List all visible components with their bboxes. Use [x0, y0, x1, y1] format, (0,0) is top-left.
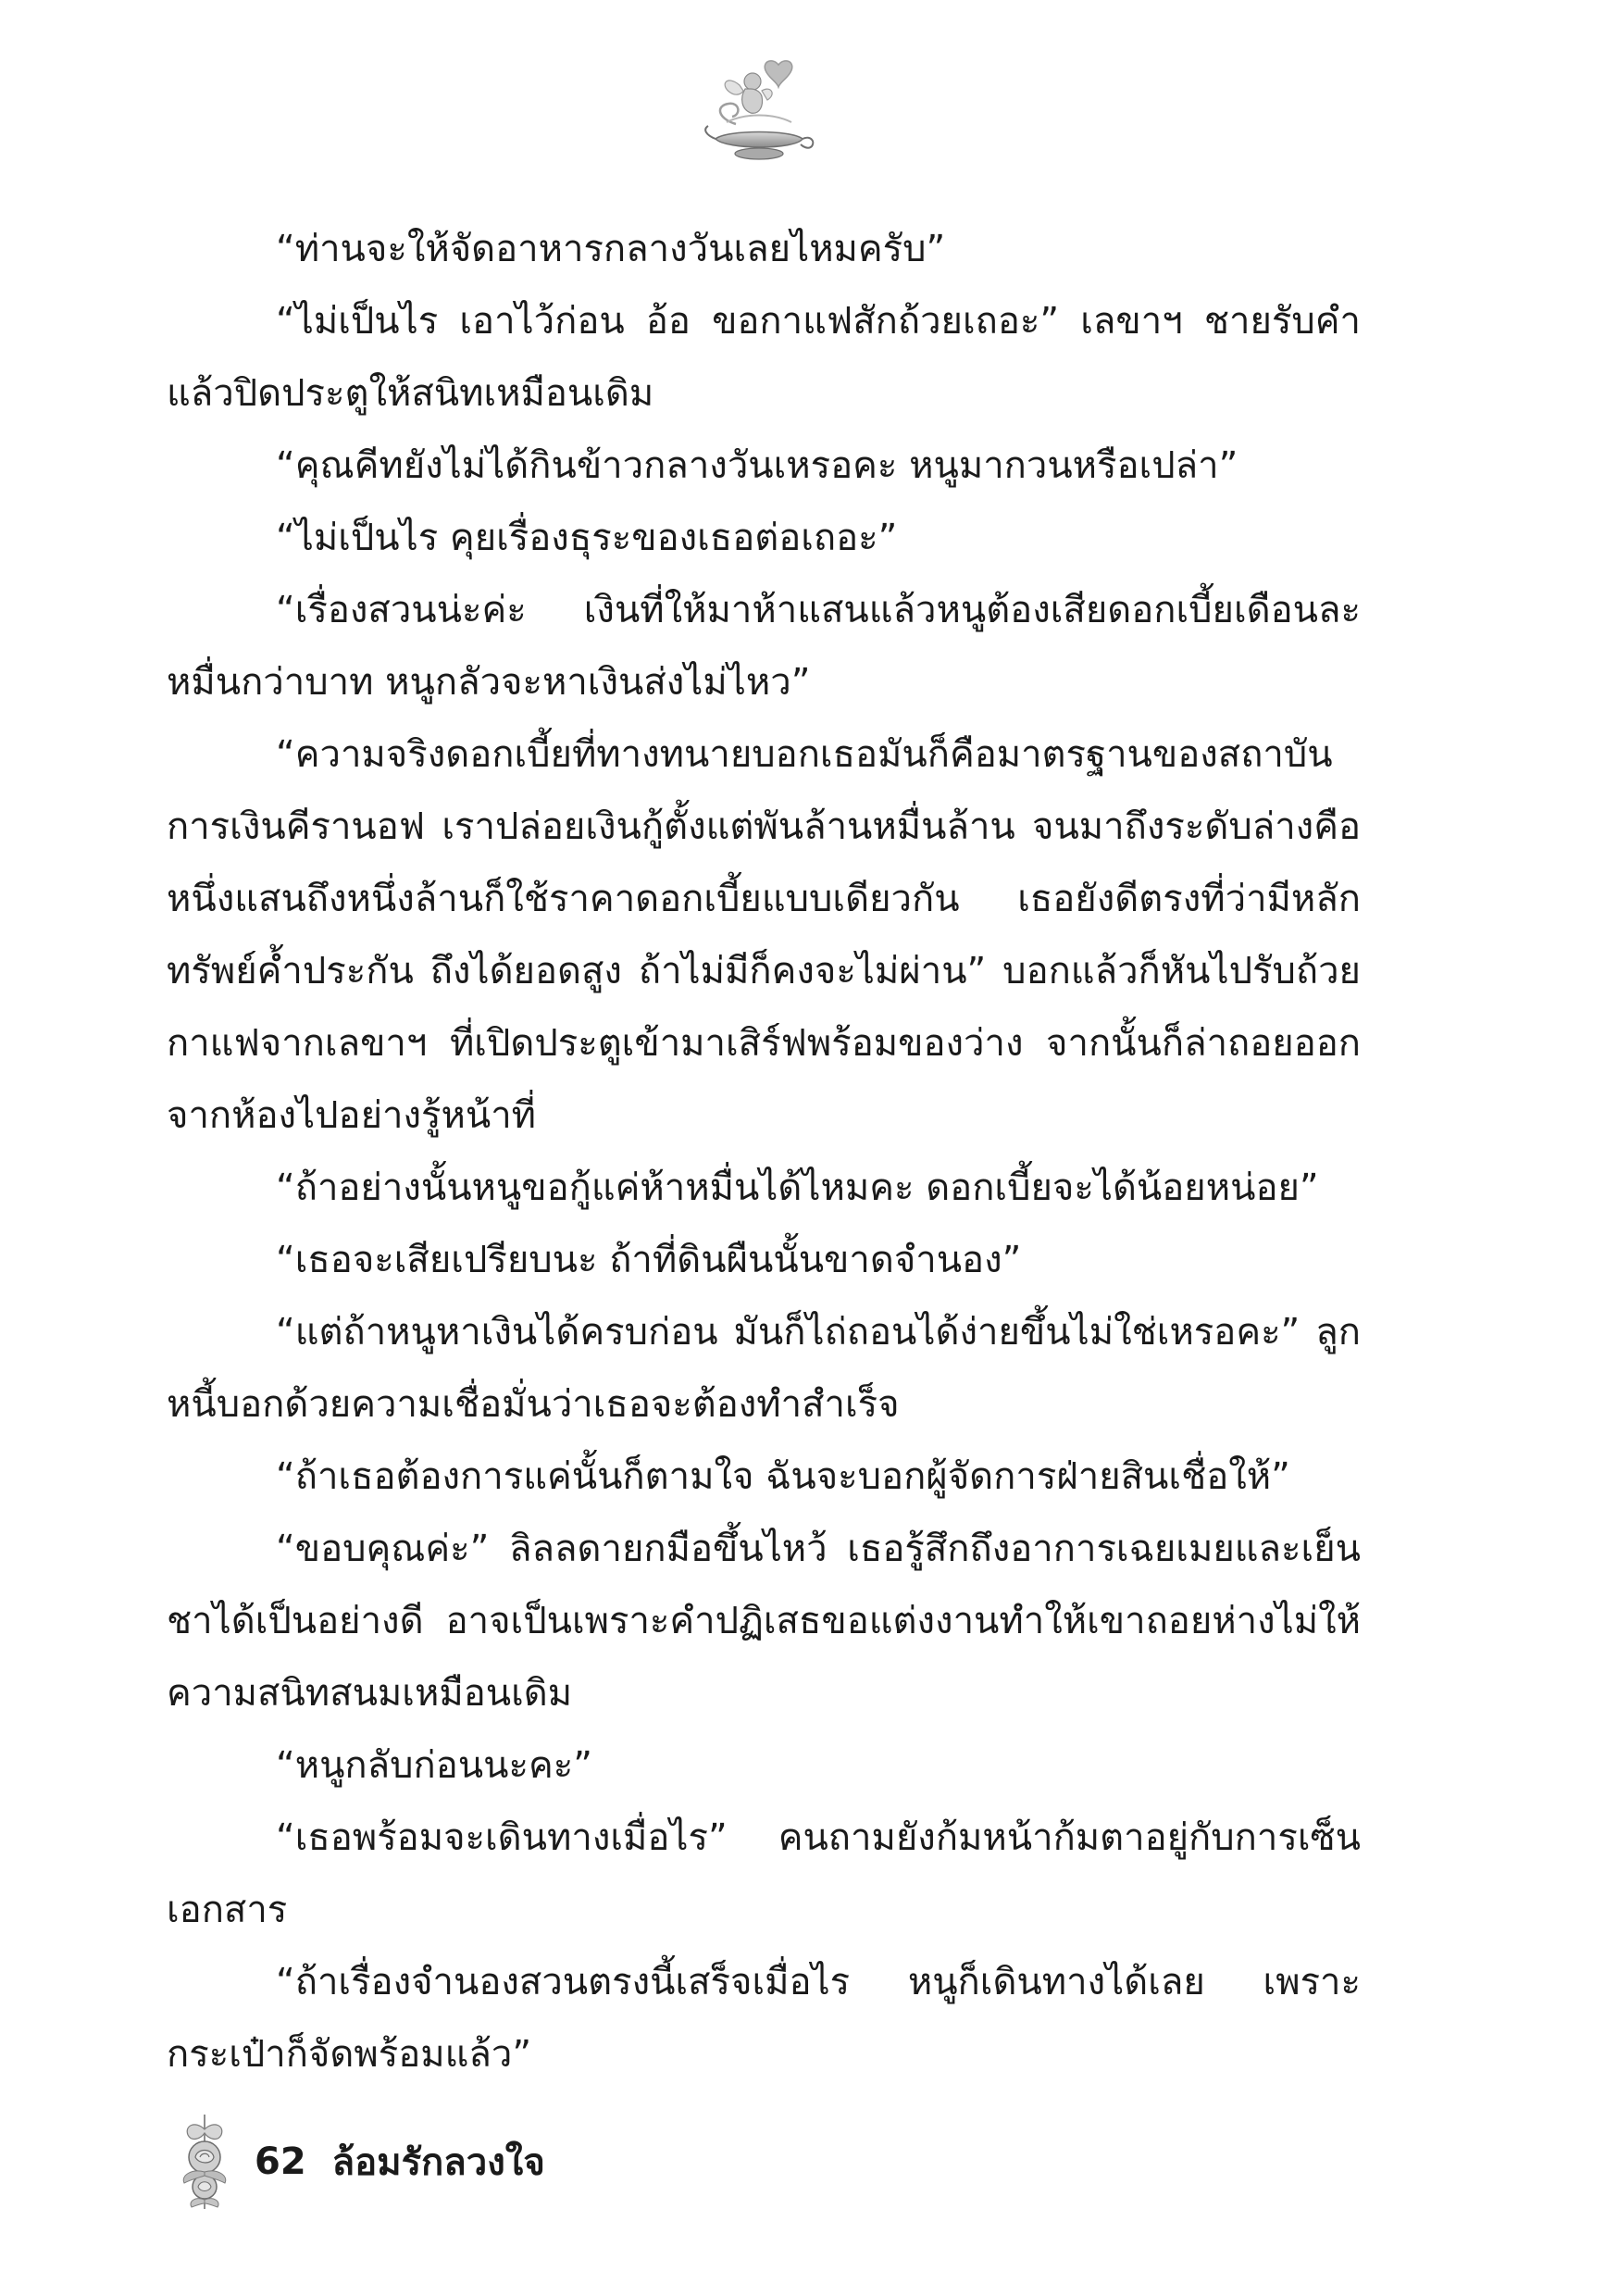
paragraph: “ขอบคุณค่ะ” ลิลลดายกมือขึ้นไหว้ เธอรู้สึกถึงอาการเฉยเมยและเย็นชาได้เป็นอย่างดี อาจเป็นเพราะคำปฏิเสธขอแต่งงานทำให้เขาถอยห่างไม่ให้ความสนิทสนมเหมือนเดิม [167, 1528, 1361, 1715]
paragraph: “ไม่เป็นไร เอาไว้ก่อน อ้อ ขอกาแฟสักถ้วยเถอะ” เลขาฯ ชายรับคำแล้วปิดประตูให้สนิทเหมือนเดิม [167, 300, 1361, 415]
book-title: ล้อมรักลวงใจ [331, 2141, 545, 2184]
page-footer [171, 2106, 545, 2217]
paragraph: “ถ้าอย่างนั้นหนูขอกู้แค่ห้าหมื่นได้ไหมคะ ดอกเบี้ยจะได้น้อยหน่อย” [276, 1167, 1319, 1209]
paragraph: “ความจริงดอกเบี้ยที่ทางทนายบอกเธอมันก็คือมาตรฐานของสถาบันการเงินคีรานอฟ เราปล่อยเงินกู้ตั้งแต่พันล้านหมื่นล้าน จนมาถึงระดับล่างคือหนึ่งแสนถึงหนึ่งล้านก็ใช้ราคาดอกเบี้ยแบบเดียวกัน เธอยังดีตรงที่ว่ามีหลักทรัพย์ค้ำประกัน ถึงได้ยอดสูง ถ้าไม่มีก็คงจะไม่ผ่าน” บอกแล้วก็หันไปรับถ้วยกาแฟจากเลขาฯ ที่เปิดประตูเข้ามาเสิร์ฟพร้อมของว่าง จากนั้นก็ล่าถอยออกจากห้องไปอย่างรู้หน้าที่ [167, 733, 1361, 1137]
story-text [167, 213, 1361, 2090]
paragraph: “ท่านจะให้จัดอาหารกลางวันเลยไหมครับ” [276, 228, 946, 270]
paragraph: “คุณคีทยังไม่ได้กินข้าวกลางวันเหรอคะ หนูมากวนหรือเปล่า” [276, 444, 1238, 487]
cupid-lamp-ornament-icon [699, 57, 819, 168]
paragraph: “ถ้าเรื่องจำนองสวนตรงนี้เสร็จเมื่อไร หนูก็เดินทางได้เลย เพราะกระเป๋าก็จัดพร้อมแล้ว” [167, 1961, 1361, 2076]
paragraph: “แต่ถ้าหนูหาเงินได้ครบก่อน มันก็ไถ่ถอนได้ง่ายขึ้นไม่ใช่เหรอคะ” ลูกหนี้บอกด้วยความเชื่อมั่นว่าเธอจะต้องทำสำเร็จ [167, 1311, 1361, 1426]
page-number: 62 [255, 2140, 306, 2183]
paragraph: “เธอพร้อมจะเดินทางเมื่อไร” คนถามยังก้มหน้าก้มตาอยู่กับการเซ็นเอกสาร [167, 1816, 1361, 1931]
paragraph: “ถ้าเธอต้องการแค่นั้นก็ตามใจ ฉันจะบอกผู้จัดการฝ่ายสินเชื่อให้” [276, 1455, 1290, 1498]
paragraph: “เรื่องสวนน่ะค่ะ เงินที่ให้มาห้าแสนแล้วหนูต้องเสียดอกเบี้ยเดือนละหมื่นกว่าบาท หนูกลัวจะหาเงินส่งไม่ไหว” [167, 589, 1361, 704]
rose-ornament-icon [171, 2111, 238, 2213]
paragraph: “หนูกลับก่อนนะคะ” [276, 1744, 592, 1787]
paragraph: “เธอจะเสียเปรียบนะ ถ้าที่ดินผืนนั้นขาดจำนอง” [276, 1239, 1022, 1281]
paragraph: “ไม่เป็นไร คุยเรื่องธุระของเธอต่อเถอะ” [276, 517, 898, 559]
